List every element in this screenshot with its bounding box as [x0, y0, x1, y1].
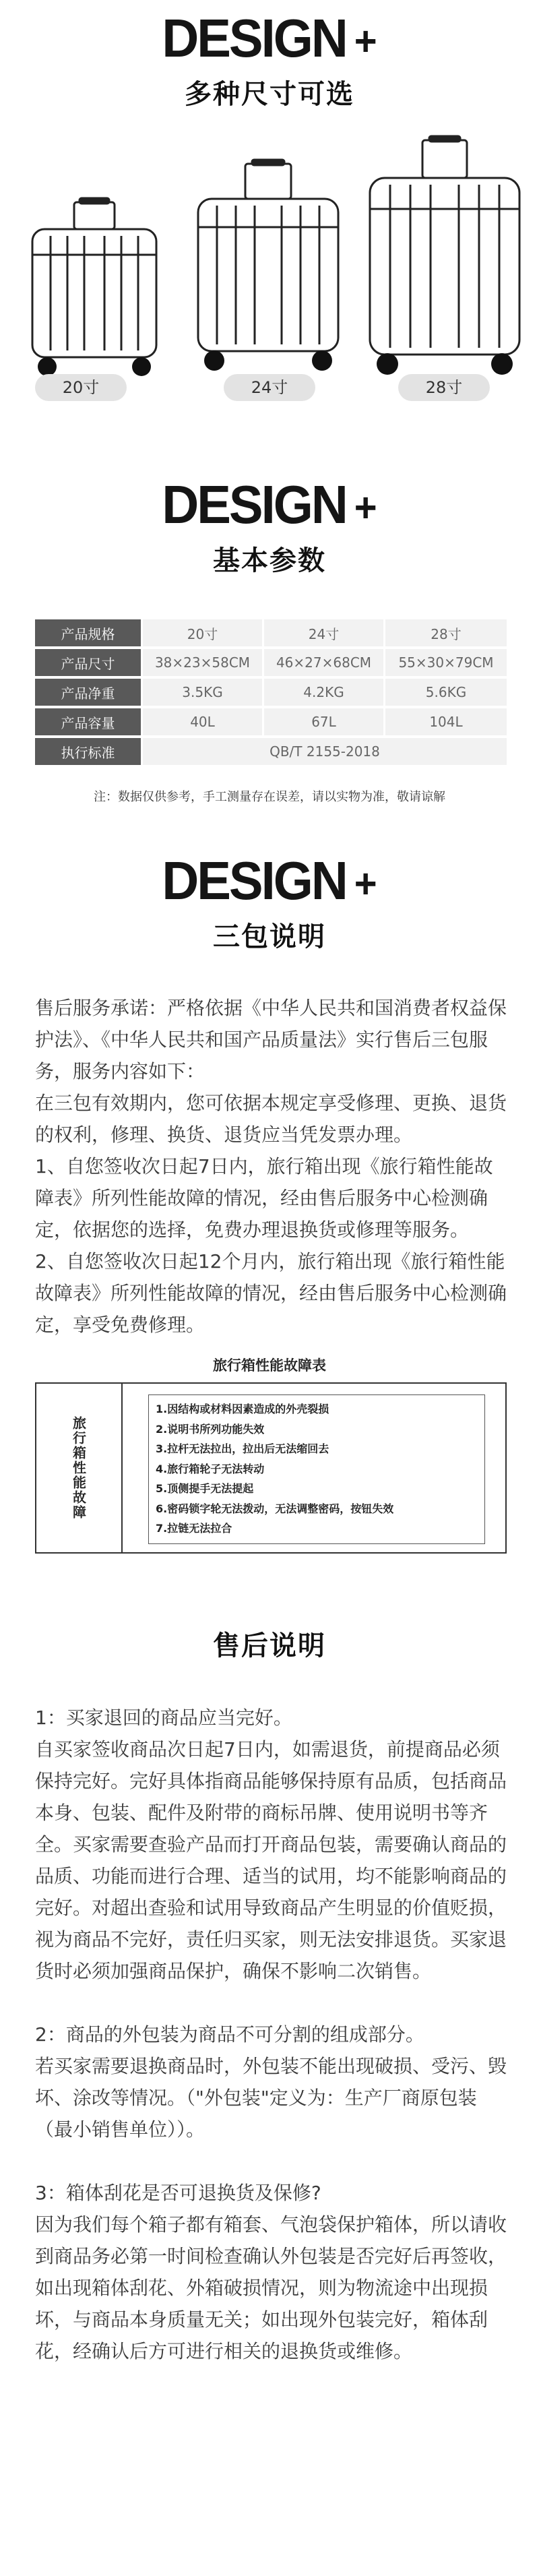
sizes-header	[0, 8, 539, 111]
list-item: 6.密码锁字轮无法拨动，无法调整密码，按钮失效	[156, 1502, 394, 1515]
list-item: 7.拉链无法拉合	[156, 1522, 232, 1535]
size-badge-20: 20寸	[35, 374, 127, 401]
list-item: 3.拉杆无法拉出，拉出后无法缩回去	[156, 1442, 329, 1455]
warranty-subtitle: 三包说明	[213, 921, 326, 952]
table-note: 注：数据仅供参考，手工测量存在误差，请以实物为准，敬请谅解	[94, 790, 445, 804]
cell: 24寸	[264, 619, 385, 646]
paragraph: 1、自您签收次日起7日内，旅行箱出现《旅行箱性能故障表》所列性能故障的情况，经由售后服务中心检测确定，依据您的选择，免费办理退换货或修理等服务。	[35, 1155, 493, 1241]
params-subtitle: 基本参数	[213, 545, 326, 576]
table-row	[35, 679, 507, 706]
row-label: 执行标准	[35, 738, 143, 765]
list-item: 5.顶侧提手无法提起	[156, 1482, 254, 1495]
fault-list	[123, 1384, 505, 1552]
row-label: 产品尺寸	[35, 649, 143, 676]
list-item: 1.因结构或材料因素造成的外壳裂损	[156, 1403, 329, 1415]
cell: 67L	[264, 708, 385, 735]
question: 3：箱体刮花是否可退换货及保修?	[35, 2182, 321, 2204]
cell: 5.6KG	[385, 679, 507, 706]
list-item: 4.旅行箱轮子无法转动	[156, 1462, 265, 1475]
table-row	[35, 708, 507, 735]
question: 1：买家退回的商品应当完好。	[35, 1707, 292, 1729]
design-title: DESIGN +	[162, 8, 377, 69]
answer: 若买家需要退换商品时，外包装不能出现破损、受污、毁坏、涂改等情况。（"外包装"定义为：生产厂商原包装（最小销售单位））。	[35, 2055, 507, 2141]
paragraph: 售后服务承诺：严格依据《中华人民共和国消费者权益保护法》、《中华人民共和国产品质量法》实行售后三包服务，服务内容如下：	[35, 997, 507, 1082]
cell: 40L	[143, 708, 264, 735]
after-sale-text	[35, 1702, 507, 2367]
suitcase-24-image	[187, 152, 349, 377]
row-label: 产品容量	[35, 708, 143, 735]
list-item: 2.说明书所列功能失效	[156, 1422, 265, 1436]
after-sale-title: 售后说明	[213, 1630, 326, 1661]
cell: 3.5KG	[143, 679, 264, 706]
cell: 4.2KG	[264, 679, 385, 706]
cell: 46×27×68CM	[264, 649, 385, 676]
paragraph: 2、自您签收次日起12个月内，旅行箱出现《旅行箱性能故障表》所列性能故障的情况，经由售后服务中心检测确定，享受免费修理。	[35, 1250, 507, 1336]
fault-table-title: 旅行箱性能故障表	[213, 1357, 326, 1374]
fault-list-frame	[148, 1394, 485, 1544]
warranty-text	[35, 992, 507, 1341]
suitcase-28-image	[360, 128, 529, 381]
cell: 28寸	[385, 619, 507, 646]
row-label: 产品净重	[35, 679, 143, 706]
answer: 因为我们每个箱子都有箱套、气泡袋保护箱体，所以请收到商品务必第一时间检查确认外包装是否完好后再签收，如出现箱体刮花、外箱破损情况，则为物流途中出现损坏，与商品本身质量无关；如出现外包装完好，箱体刮花，经确认后方可进行相关的退换货或维修。	[35, 2213, 507, 2362]
fault-table	[35, 1382, 507, 1554]
suitcase-20-image	[20, 189, 168, 384]
params-header	[0, 474, 539, 577]
fault-side-label: 旅行箱性能故障	[36, 1384, 123, 1552]
answer: 自买家签收商品次日起7日内，如需退货，前提商品必须保持完好。完好具体指商品能够保持原有品质，包括商品本身、包装、配件及附带的商标吊牌、使用说明书等齐全。买家需要查验产品而打开商品包装，需要确认商品的品质、功能而进行合理、适当的试用，均不能影响商品的完好。对超出查验和试用导致商品产生明显的价值贬损，视为商品不完好，责任归买家，则无法安排退货。买家退货时必须加强商品保护，确保不影响二次销售。	[35, 1738, 507, 1982]
table-row	[35, 738, 507, 765]
cell: 38×23×58CM	[143, 649, 264, 676]
cell-merged: QB/T 2155-2018	[143, 738, 507, 765]
cell: 20寸	[143, 619, 264, 646]
paragraph: 在三包有效期内，您可依据本规定享受修理、更换、退货的权利，修理、换货、退货应当凭发票办理。	[35, 1092, 507, 1146]
design-title: DESIGN +	[162, 474, 377, 535]
cell: 104L	[385, 708, 507, 735]
table-row	[35, 649, 507, 676]
sizes-subtitle: 多种尺寸可选	[185, 79, 354, 110]
design-title: DESIGN +	[162, 851, 377, 911]
size-badge-24: 24寸	[224, 374, 315, 401]
row-label: 产品规格	[35, 619, 143, 646]
size-badge-28: 28寸	[398, 374, 490, 401]
warranty-header	[0, 851, 539, 953]
cell: 55×30×79CM	[385, 649, 507, 676]
params-table	[35, 617, 507, 768]
question: 2：商品的外包装为商品不可分割的组成部分。	[35, 2023, 424, 2046]
table-row	[35, 619, 507, 646]
